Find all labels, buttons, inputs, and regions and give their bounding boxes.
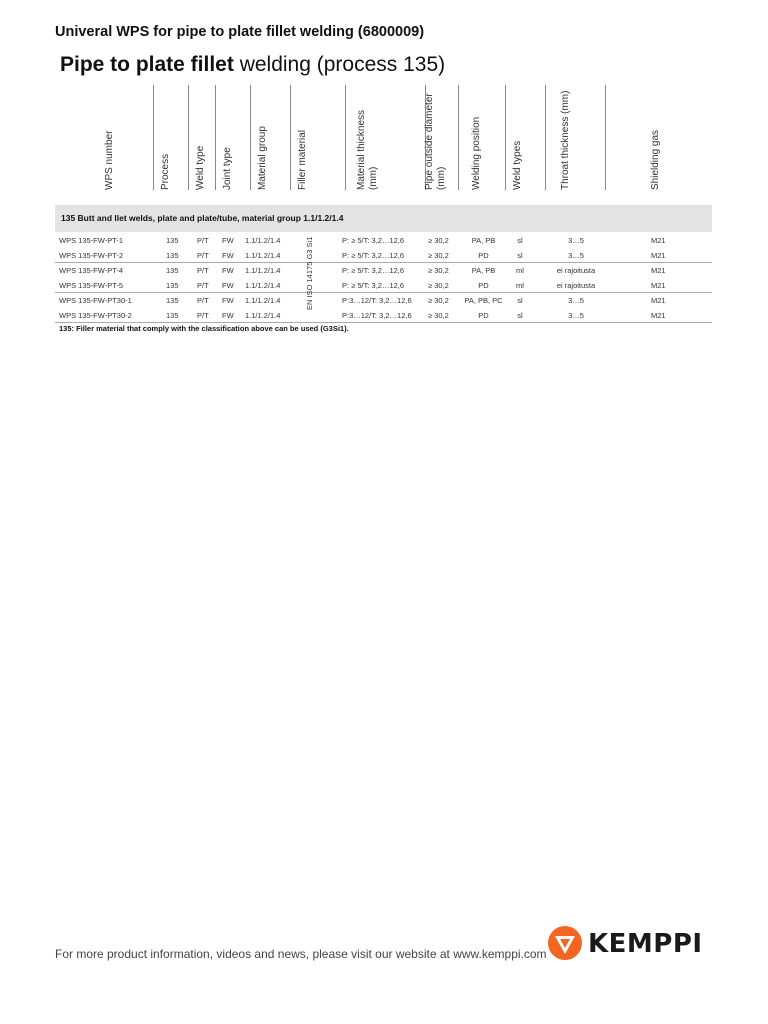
col-label-pipe-od-unit: (mm) [436,166,447,190]
col-label-material-group: Material group [257,126,268,190]
material-group-title: 135 Butt and llet welds, plate and plate/tube, material group 1.1/1.2/1.4 [61,213,344,223]
col-label-material-thickness: Material thickness [356,109,367,190]
col-header-material-group [250,85,291,190]
cell-od: ≥ 30,2 [428,281,449,290]
cell-throat: ei rajoitusta [556,281,596,290]
table-row [55,293,712,307]
col-label-wps-number: WPS number [104,130,115,190]
cell-position: PD [478,311,489,320]
col-header-throat-thickness [545,85,606,190]
cell-group: 1.1/1.2/1.4 [245,311,281,320]
table-row [55,263,712,277]
col-label-filler-material: Filler material [297,129,308,190]
cell-thickness: P: ≥ 5/T: 3,2…12,6 [342,266,405,275]
cell-position: PA, PB [471,266,496,275]
col-header-joint-type [215,85,251,190]
col-header-filler-material [290,85,346,190]
kemppi-logo-icon [546,924,584,962]
col-label-joint-type: Joint type [222,147,233,190]
cell-process: 135 [166,266,179,275]
cell-joint: FW [222,251,234,260]
cell-joint: FW [222,311,234,320]
col-label-weld-types: Weld types [512,140,523,190]
col-header-wps-number [98,85,153,190]
cell-wps: WPS 135-FW-PT-1 [59,236,124,245]
cell-position: PA, PB [471,236,496,245]
footer-text: For more product information, videos and news, please visit our website at www.kemppi.com [55,947,547,961]
cell-wps: WPS 135-FW-PT-4 [59,266,124,275]
cell-od: ≥ 30,2 [428,236,449,245]
cell-weld-type: P/T [197,296,209,305]
cell-throat: ei rajoitusta [556,266,596,275]
page-heading [60,53,445,77]
cell-thickness: P: ≥ 5/T: 3,2…12,6 [342,236,405,245]
cell-wps: WPS 135-FW-PT-5 [59,281,124,290]
cell-wps: WPS 135-FW-PT30-1 [59,296,132,305]
cell-weld-types: sl [517,251,523,260]
col-label-throat-thickness: Throat thickness (mm) [560,90,571,190]
col-label-process: Process [160,153,171,190]
col-header-material-thickness [345,85,426,190]
cell-thickness: P: ≥ 5/T: 3,2…12,6 [342,281,405,290]
col-header-process [153,85,189,190]
cell-gas: M21 [651,236,666,245]
table-row [55,248,712,263]
kemppi-logo [546,924,716,964]
cell-joint: FW [222,236,234,245]
cell-weld-type: P/T [197,266,209,275]
col-label-welding-position: Welding position [471,116,482,190]
cell-thickness: P:3…12/T: 3,2…12,6 [342,311,412,320]
col-header-shielding-gas [605,85,713,190]
cell-weld-types: ml [516,266,524,275]
cell-weld-types: ml [516,281,524,290]
cell-od: ≥ 30,2 [428,266,449,275]
cell-process: 135 [166,311,179,320]
cell-position: PD [478,281,489,290]
cell-gas: M21 [651,311,666,320]
cell-od: ≥ 30,2 [428,311,449,320]
cell-group: 1.1/1.2/1.4 [245,251,281,260]
col-label-pipe-od: Pipe outside diameter [424,93,435,190]
cell-wps: WPS 135-FW-PT-2 [59,251,124,260]
cell-joint: FW [222,296,234,305]
cell-gas: M21 [651,251,666,260]
cell-process: 135 [166,236,179,245]
cell-group: 1.1/1.2/1.4 [245,236,281,245]
col-header-pipe-od [425,85,459,190]
cell-gas: M21 [651,281,666,290]
cell-thickness: P:3…12/T: 3,2…12,6 [342,296,412,305]
cell-gas: M21 [651,296,666,305]
cell-weld-type: P/T [197,281,209,290]
table-row [55,308,712,323]
col-header-welding-position [458,85,506,190]
heading-light: welding (process 135) [239,53,446,76]
heading-bold: Pipe to plate fillet [60,53,234,76]
col-label-material-thickness-unit: (mm) [368,166,379,190]
cell-process: 135 [166,251,179,260]
cell-group: 1.1/1.2/1.4 [245,281,281,290]
cell-weld-type: P/T [197,236,209,245]
cell-weld-types: sl [517,311,523,320]
col-header-weld-type [188,85,216,190]
cell-wps: WPS 135-FW-PT30-2 [59,311,132,320]
cell-od: ≥ 30,2 [428,251,449,260]
cell-process: 135 [166,296,179,305]
cell-weld-type: P/T [197,311,209,320]
col-label-shielding-gas: Shielding gas [650,129,661,190]
cell-od: ≥ 30,2 [428,296,449,305]
cell-position: PA, PB, PC [464,296,503,305]
cell-weld-types: sl [517,296,523,305]
material-group-band [55,205,712,232]
table-row [55,278,712,293]
footnote: 135: Filler material that comply with the classification above can be used (G3Si1). [59,324,349,333]
table-row [55,233,712,247]
cell-gas: M21 [651,266,666,275]
filler-material-value: EN ISO 14175 G3 Si1 [305,236,314,310]
cell-throat: 3…5 [568,251,584,260]
cell-position: PD [478,251,489,260]
cell-group: 1.1/1.2/1.4 [245,266,281,275]
document-title: Univeral WPS for pipe to plate fillet welding (6800009) [55,24,425,40]
cell-process: 135 [166,281,179,290]
col-label-weld-type: Weld type [195,145,206,190]
cell-throat: 3…5 [568,311,584,320]
col-header-weld-types [505,85,546,190]
kemppi-wordmark: KEMPPI [588,929,703,959]
cell-weld-type: P/T [197,251,209,260]
cell-weld-types: sl [517,236,523,245]
cell-thickness: P: ≥ 5/T: 3,2…12,6 [342,251,405,260]
cell-group: 1.1/1.2/1.4 [245,296,281,305]
cell-joint: FW [222,266,234,275]
cell-throat: 3…5 [568,236,584,245]
cell-throat: 3…5 [568,296,584,305]
cell-joint: FW [222,281,234,290]
